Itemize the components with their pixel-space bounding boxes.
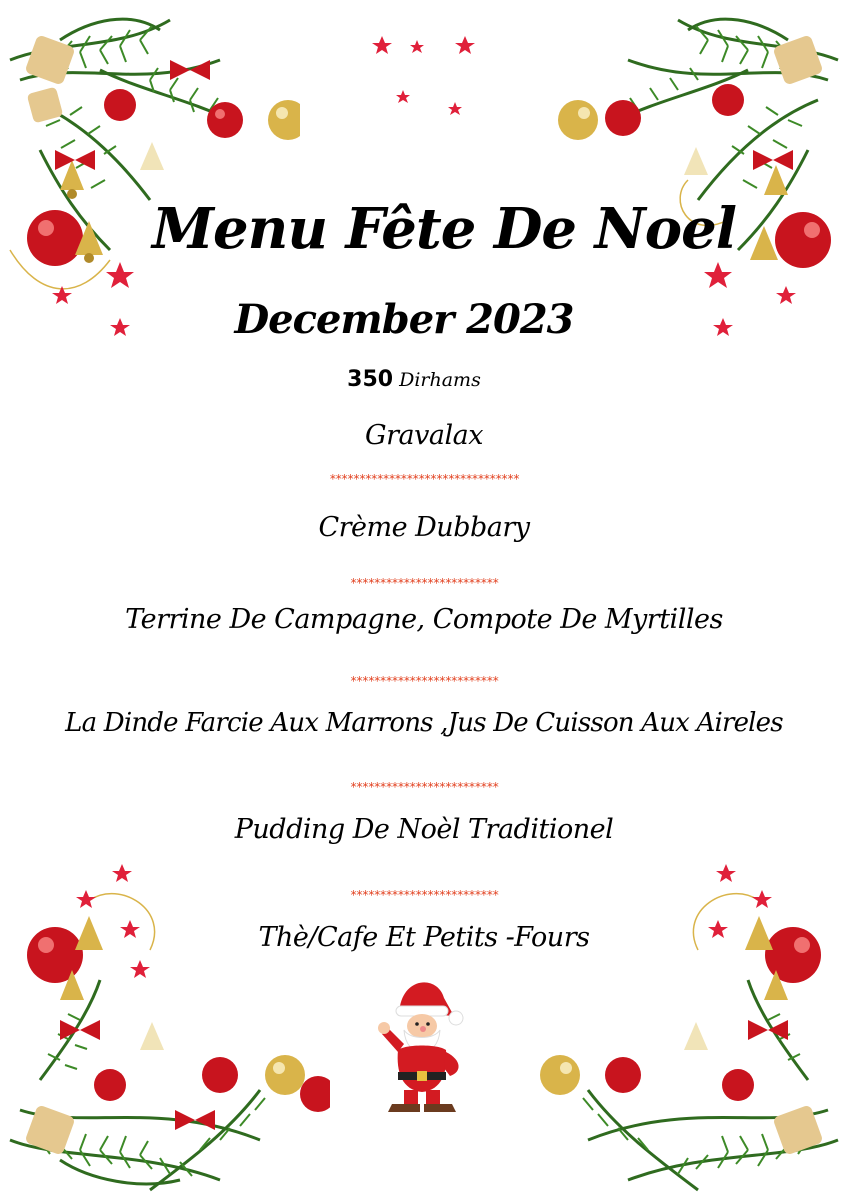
christmas-garland-icon [548, 0, 848, 340]
menu-price [0, 366, 838, 392]
santa-claus-icon [372, 972, 472, 1122]
price-currency: Dirhams [399, 369, 481, 391]
christmas-garland-icon [0, 860, 330, 1200]
menu-item: Terrine De Campagne, Compote De Myrtilles [125, 604, 723, 635]
menu-item: Crème Dubbary [318, 512, 530, 543]
christmas-garland-icon [518, 860, 848, 1200]
separator-stars: ******************************** [329, 472, 519, 486]
price-amount: 350 [347, 367, 394, 392]
menu-item: Thè/Cafe Et Petits -Fours [258, 922, 590, 953]
menu-title: Menu Fête De Noel [152, 196, 736, 262]
menu-date: December 2023 [234, 296, 574, 343]
star-icon [370, 30, 480, 120]
menu-item: La Dinde Farcie Aux Marrons ,Jus De Cuisson Aux Aireles [65, 708, 783, 738]
separator-stars: ************************* [349, 674, 499, 688]
separator-stars: ************************* [349, 888, 499, 902]
menu-item: Pudding De Noèl Traditionel [234, 814, 614, 845]
christmas-garland-icon [0, 0, 300, 340]
separator-stars: ************************* [349, 576, 499, 590]
menu-item: Gravalax [365, 420, 483, 451]
separator-stars: ************************* [349, 780, 499, 794]
